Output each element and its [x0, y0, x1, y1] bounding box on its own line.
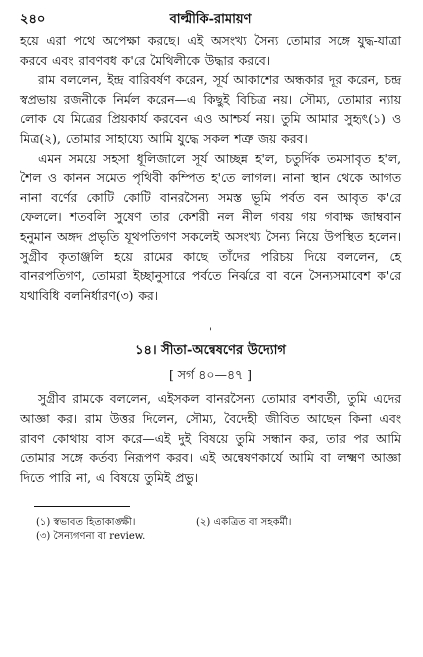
paragraph-continued: হয়ে এরা পথে অপেক্ষা করছে। এই অসংখ্য সৈন্য তোমার সঙ্গে যুদ্ধ-যাত্রা করবে এবং রাবণবধ ক'রে মৈথিলীকে উদ্ধার করবে। — [20, 34, 401, 68]
running-title: বাল্মীকি-রামায়ণ — [169, 12, 252, 27]
footnote-2: (২) একত্রিত বা সহকর্মী। — [196, 517, 292, 529]
footnote-rule — [34, 506, 130, 507]
section-body-text — [20, 390, 401, 488]
paragraph-sugriva-rama: সুগ্রীব রামকে বললেন, এইসকল বানরসৈন্য তোমার বশবর্তী, তুমি এদের আজ্ঞা কর। রাম উত্তর দিলেন, সৌম্য, বৈদেহী জীবিত আছেন কিনা এবং রাবণ কোথায় বাস করে—এই দুই বিষয়ে তুমি সন্ধান কর, তার পর আমি তোমার সঙ্গে কর্তব্য নিরূপণ করব। এই অন্বেষণকার্যে আমি বা লক্ষ্মণ আজ্ঞা দিতে পারি না, এ বিষয়ে তুমিই প্রভু। — [20, 392, 401, 485]
paragraph-army-arrives: এমন সময়ে সহসা ধূলিজালে সূর্য আচ্ছন্ন হ'ল, চতুর্দিক তমসাবৃত হ'ল, শৈল ও কানন সমেত পৃথিবী কম্পিত হ'তে লাগল। নানা স্থান থেকে আগত নানা বর্ণের কোটি কোটি বানরসৈন্য সমস্ত ভূমি পর্বত বন আবৃত ক'রে ফেললে। শতবলি সুষেণ তার কেশরী নল নীল গবয় গয় গবাক্ষ জাম্ববান হনুমান অঙ্গদ প্রভৃতি যূথপতিগণ সকলেই অসংখ্য সৈন্য নিয়ে উপস্থিত হলেন। সুগ্রীব কৃতাঞ্জলি হয়ে রামের কাছে তাঁদের পরিচয় দিয়ে বললেন, হে বানরপতিগণ, তোমরা ইচ্ছানুসারে পর্বতে নির্ঝরে বা বনে সৈন্যসমাবেশ ক'রে যথাবিধি বলনির্ধারণ(৩) কর। — [20, 151, 401, 303]
page-header — [20, 10, 401, 32]
section-title: ১৪। সীতা-অন্বেষণের উদ্যোগ — [135, 343, 286, 359]
page-number: ২৪০ — [20, 12, 46, 27]
body-text — [20, 32, 401, 306]
footnote-1: (১) স্বভাবত হিতাকাঙ্ক্ষী। — [36, 517, 136, 529]
paragraph-rama-reply: রাম বললেন, ইন্দ্র বারিবর্ষণ করেন, সূর্য আকাশের অন্ধকার দূর করেন, চন্দ্র স্বপ্রভায় রজনীকে নির্মল করেন—এ কিছুই বিচিত্র নয়। সৌম্য, তোমার ন্যায় লোক যে মিত্রের প্রিয়কার্য করবেন এও আশ্চর্য নয়। তুমি আমার সুহৃৎ(১) ও মিত্র(২), তোমার সাহায্যে আমি যুদ্ধে সকল শত্রু জয় করব। — [20, 73, 401, 146]
footnote-row — [36, 530, 401, 544]
section-divider-mark: ' — [209, 327, 212, 339]
footnote-row — [36, 516, 401, 530]
section-sarga-range: [ সর্গ ৪০—৪৭ ] — [168, 367, 253, 383]
footnote-3: (৩) সৈন্যগণনা বা review. — [36, 531, 146, 543]
footnotes — [36, 516, 401, 544]
